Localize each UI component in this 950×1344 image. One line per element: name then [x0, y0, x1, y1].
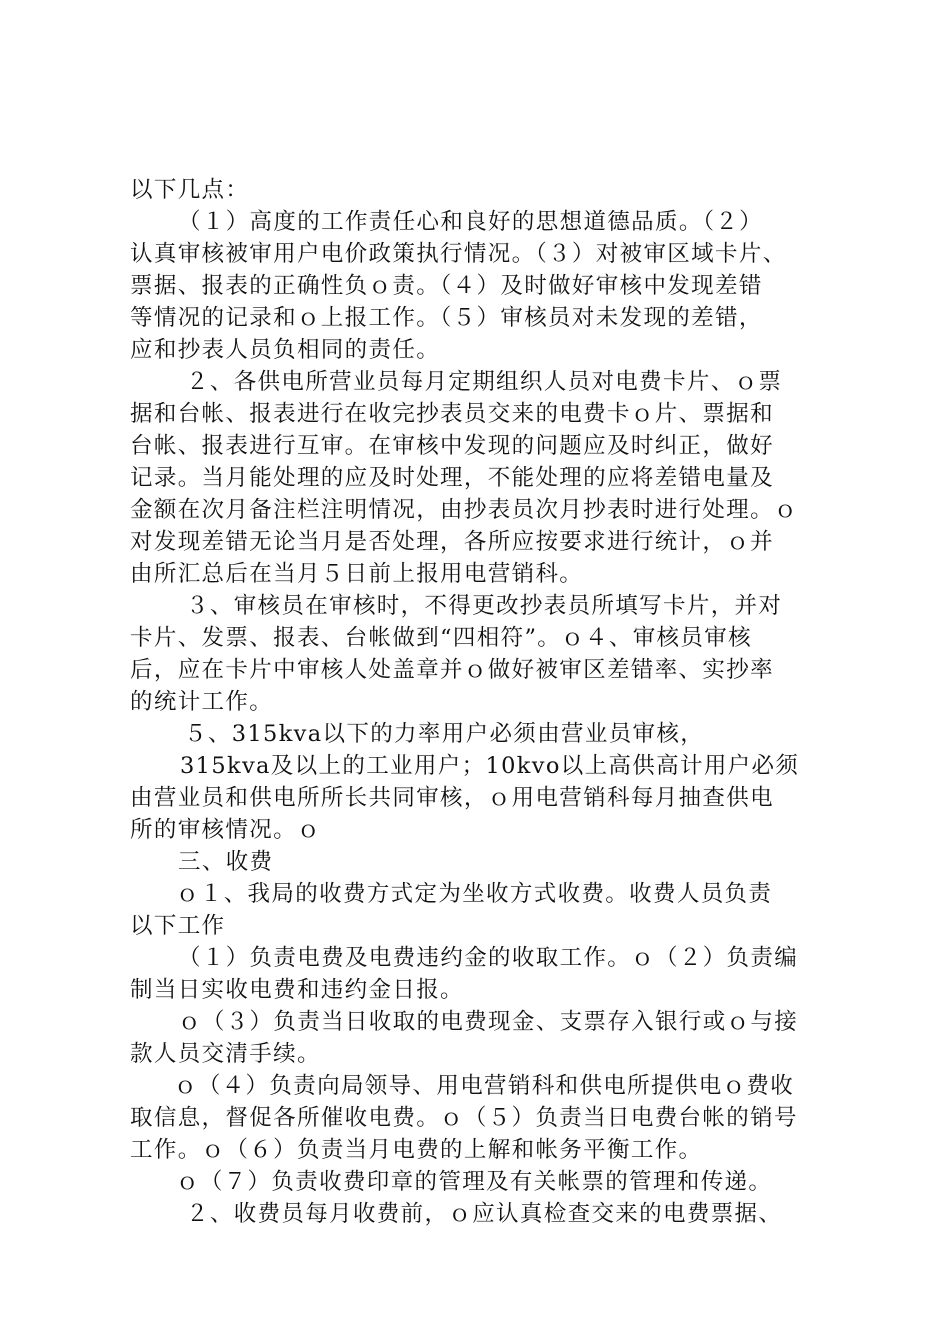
- text-line: 票据、报表的正确性负ｏ责。（４）及时做好审核中发现差错: [130, 273, 763, 299]
- text-line: ｏ（７）负责收费印章的管理及有关帐票的管理和传递。: [176, 1169, 773, 1195]
- text-line: 记录。当月能处理的应及时处理，不能处理的应将差错电量及: [130, 465, 774, 491]
- section-heading: 三、收费: [178, 849, 274, 875]
- text-line: 由所汇总后在当月５日前上报用电营销科。: [130, 561, 584, 587]
- text-line: ２、收费员每月收费前，ｏ应认真检查交来的电费票据、: [186, 1201, 783, 1227]
- text-line: 工作。ｏ（６）负责当月电费的上解和帐务平衡工作。: [130, 1137, 703, 1163]
- text-line: 取信息，督促各所催收电费。ｏ（５）负责当日电费台帐的销号: [130, 1105, 798, 1131]
- text-line: 后，应在卡片中审核人处盖章并ｏ做好被审区差错率、实抄率: [130, 657, 774, 683]
- text-line: ｏ１、我局的收费方式定为坐收方式收费。收费人员负责: [176, 881, 773, 907]
- text-line: 由营业员和供电所所长共同审核，ｏ用电营销科每月抽查供电: [130, 785, 774, 811]
- text-line: 金额在次月备注栏注明情况，由抄表员次月抄表时进行处理。ｏ: [130, 497, 798, 523]
- text-line: 以下几点：: [130, 177, 250, 203]
- text-line: （１）负责电费及电费违约金的收取工作。ｏ（２）负责编: [178, 945, 799, 971]
- text-line: ３、审核员在审核时，不得更改抄表员所填写卡片，并对: [186, 593, 783, 619]
- text-line: 款人员交清手续。: [130, 1041, 321, 1067]
- text-line: 据和台帐、报表进行在收完抄表员交来的电费卡ｏ片、票据和: [130, 401, 774, 427]
- text-line: 台帐、报表进行互审。在审核中发现的问题应及时纠正，做好: [130, 433, 774, 459]
- text-line: ２、各供电所营业员每月定期组织人员对电费卡片、ｏ票: [186, 369, 783, 395]
- text-line: 对发现差错无论当月是否处理，各所应按要求进行统计，ｏ并: [130, 529, 774, 555]
- text-line: 认真审核被审用户电价政策执行情况。（３）对被审区域卡片、: [130, 241, 787, 267]
- text-line: 制当日实收电费和违约金日报。: [130, 977, 464, 1003]
- text-line: ｏ（３）负责当日收取的电费现金、支票存入银行或ｏ与接: [178, 1009, 799, 1035]
- text-line: 卡片、发票、报表、台帐做到“四相符”。ｏ４、审核员审核: [130, 625, 752, 651]
- text-line: ５、315kva以下的力率用户必须由营业员审核，: [184, 721, 705, 747]
- text-line: 315kva及以上的工业用户；10kvo以上高供高计用户必须: [180, 753, 800, 779]
- text-line: 应和抄表人员负相同的责任。: [130, 337, 441, 363]
- text-line: 的统计工作。: [130, 689, 274, 715]
- text-line: 等情况的记录和ｏ上报工作。（５）审核员对未发现的差错，: [130, 305, 763, 331]
- text-line: 以下工作: [130, 913, 226, 939]
- text-line: ｏ（４）负责向局领导、用电营销科和供电所提供电ｏ费收: [174, 1073, 795, 1099]
- text-line: 所的审核情况。ｏ: [130, 817, 321, 843]
- text-line: （１）高度的工作责任心和良好的思想道德品质。（２）: [178, 209, 764, 235]
